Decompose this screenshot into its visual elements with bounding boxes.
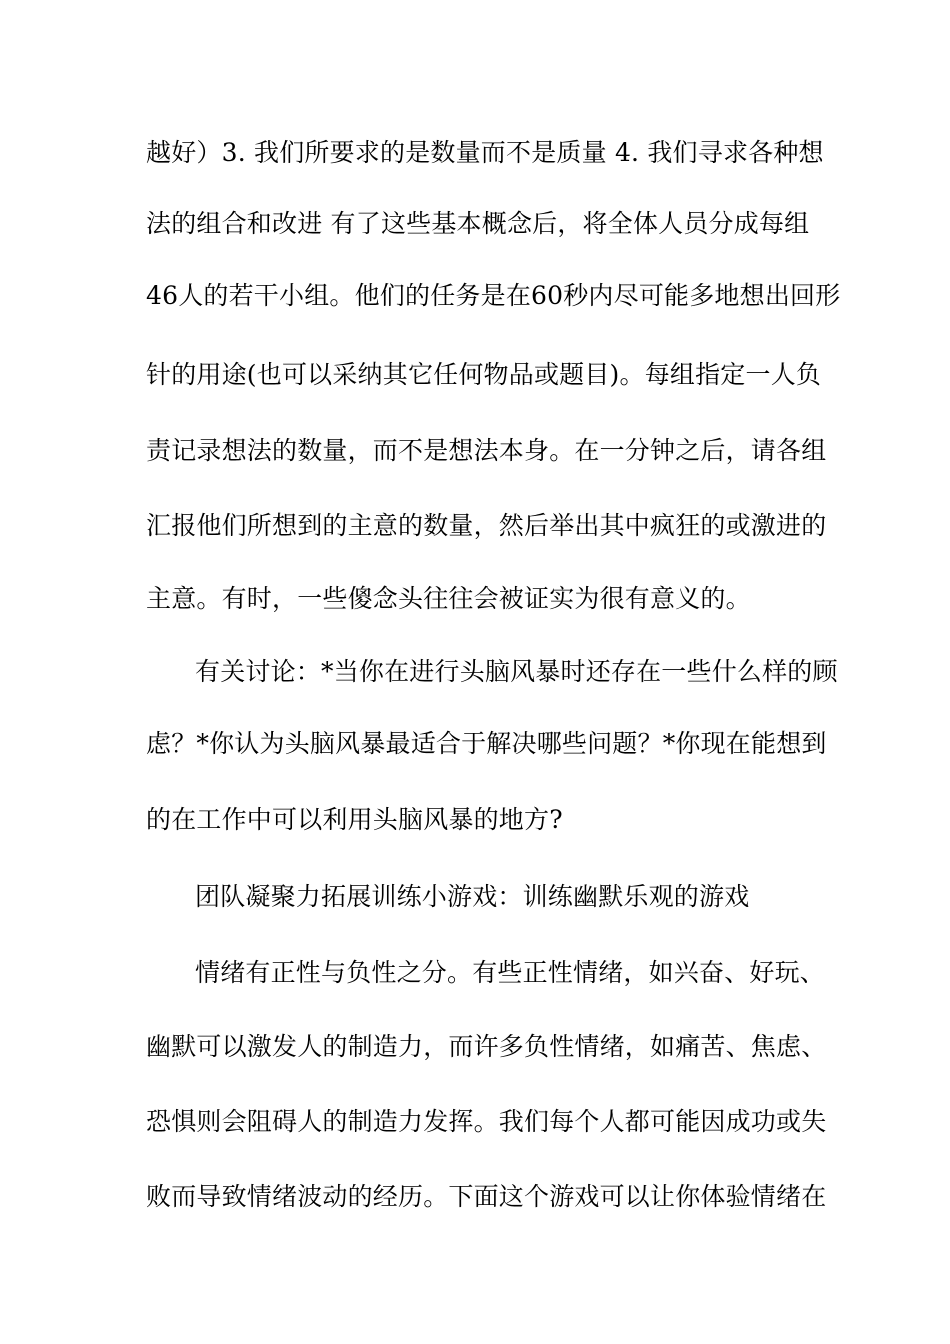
text-line: 针的用途(也可以采纳其它任何物品或题目)。每组指定一人负 [146,360,822,389]
text-line: 有关讨论：*当你在进行头脑风暴时还存在一些什么样的顾 [195,657,838,686]
text-line: 汇报他们所想到的主意的数量，然后举出其中疯狂的或激进的 [146,511,827,540]
text-line: 败而导致情绪波动的经历。下面这个游戏可以让你体验情绪在 [146,1182,827,1211]
text-line: 46人的若干小组。他们的任务是在60秒内尽可能多地想出回形 [146,281,841,310]
text-line: 虑？*你认为头脑风暴最适合于解决哪些问题？*你现在能想到 [146,729,827,758]
section-heading: 团队凝聚力拓展训练小游戏：训练幽默乐观的游戏 [195,882,750,911]
text-line: 责记录想法的数量，而不是想法本身。在一分钟之后，请各组 [146,436,827,465]
text-line: 恐惧则会阻碍人的制造力发挥。我们每个人都可能因成功或失 [146,1107,827,1136]
text-line: 的在工作中可以利用头脑风暴的地方? [146,805,563,834]
text-line: 法的组合和改进 有了这些基本概念后，将全体人员分成每组 [146,209,810,238]
text-line: 主意。有时，一些傻念头往往会被证实为很有意义的。 [146,584,751,613]
text-line: 幽默可以激发人的制造力，而许多负性情绪，如痛苦、焦虑、 [146,1032,827,1061]
text-line: 情绪有正性与负性之分。有些正性情绪，如兴奋、好玩、 [195,958,826,987]
text-line: 越好）3. 我们所要求的是数量而不是质量 4. 我们寻求各种想 [146,138,824,167]
